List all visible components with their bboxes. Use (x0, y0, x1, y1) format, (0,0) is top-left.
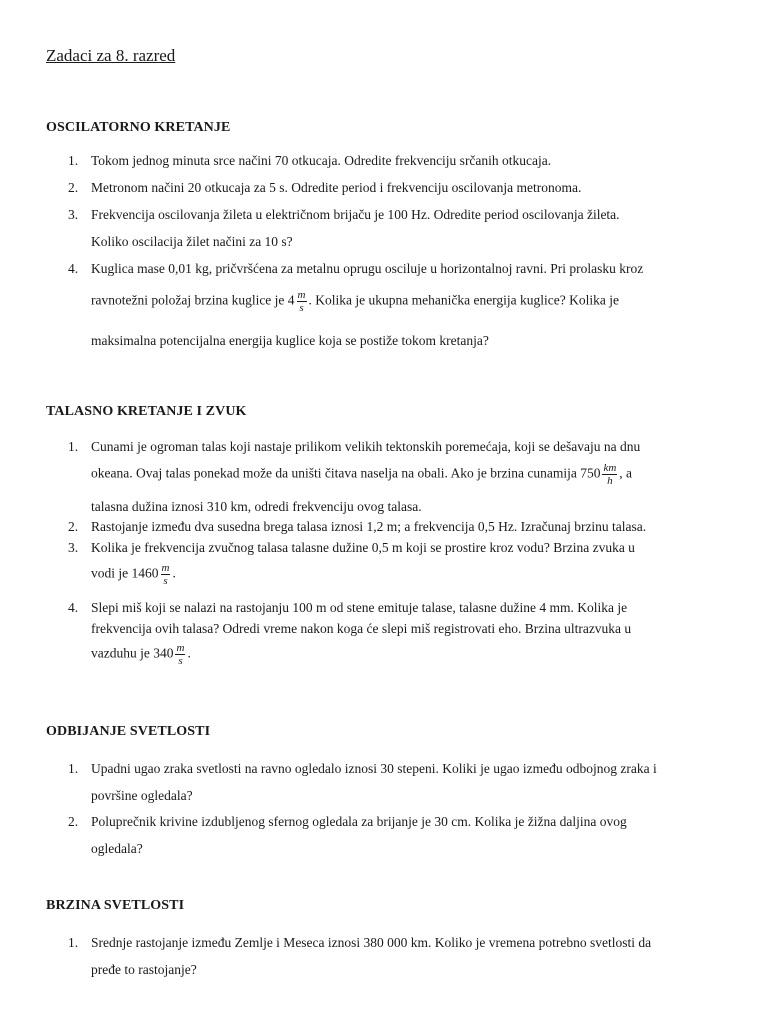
problem-text-line: Koliko oscilacija žilet načini za 10 s? (91, 234, 293, 249)
problem-text-line: Tokom jednog minuta srce načini 70 otkucaja. Odredite frekvenciju srčanih otkucaja. (91, 153, 552, 168)
fraction-numerator: m (161, 562, 170, 574)
problem-text-line: Kuglica mase 0,01 kg, pričvršćena za metalnu oprugu osciluje u horizontalnoj ravni. Pri prolasku kroz (91, 261, 644, 276)
problem-number: 1. (68, 935, 79, 950)
problem-number: 4. (68, 261, 79, 276)
problem-text-line: Rastojanje između dva susedna brega talasa iznosi 1,2 m; a frekvencija 0,5 Hz. Izračunaj brzinu talasa. (91, 519, 647, 534)
unit-fraction (161, 562, 171, 587)
problem-text-line: talasna dužina iznosi 310 km, odredi frekvenciju ovog talasa. (91, 499, 422, 514)
problem-number: 2. (68, 519, 79, 534)
document-title: Zadaci za 8. razred (46, 46, 176, 65)
problem-text-line: Srednje rastojanje između Zemlje i Meseca iznosi 380 000 km. Koliko je vremena potrebno svetlosti da (91, 935, 652, 950)
fraction-numerator: m (176, 642, 185, 654)
problem-text-line (91, 562, 176, 587)
section-heading: OSCILATORNO KRETANJE (46, 120, 231, 135)
line-text: ravnotežni položaj brzina kuglice je 4 (91, 292, 295, 308)
problem-number: 2. (68, 814, 79, 829)
problem-text-line: maksimalna potencijalna energija kuglice koja se postiže tokom kretanja? (91, 333, 489, 348)
unit-fraction (602, 462, 617, 487)
line-text: . (172, 565, 176, 581)
fraction-denominator: s (178, 655, 183, 667)
section-heading: TALASNO KRETANJE I ZVUK (46, 404, 247, 419)
problem-number: 3. (68, 540, 79, 555)
problem-number: 3. (68, 207, 79, 222)
unit-fraction (175, 642, 185, 667)
problem-number: 1. (68, 153, 79, 168)
problem-text-line: Cunami je ogroman talas koji nastaje prilikom velikih tektonskih poremećaja, koji se dešavaju na dnu (91, 439, 641, 454)
problem-text-line (91, 642, 191, 667)
problem-text-line: frekvencija ovih talasa? Odredi vreme nakon koga će slepi miš registrovati eho. Brzina ultrazvuka u (91, 621, 632, 636)
line-text: vazduhu je 340 (91, 645, 174, 661)
fraction-denominator: s (299, 302, 304, 314)
problem-text-line: ogledala? (91, 841, 143, 856)
problem-text-line: Slepi miš koji se nalazi na rastojanju 100 m od stene emituje talase, talasne dužine 4 mm. Kolika je (91, 600, 628, 615)
fraction-denominator: s (163, 575, 168, 587)
fraction-numerator: km (603, 462, 617, 474)
line-text: . (187, 645, 191, 661)
problem-number: 2. (68, 180, 79, 195)
line-text: vodi je 1460 (91, 565, 159, 581)
problem-text-line: Poluprečnik krivine izdubljenog sfernog ogledala za brijanje je 30 cm. Kolika je žižna daljina ovog (91, 814, 627, 829)
problem-text-line: pređe to rastojanje? (91, 962, 197, 977)
problem-number: 1. (68, 439, 79, 454)
problem-text-line (91, 462, 632, 487)
fraction-denominator: h (607, 475, 613, 487)
problem-text-line: Upadni ugao zraka svetlosti na ravno ogledalo iznosi 30 stepeni. Koliki je ugao između odbojnog zraka i (91, 761, 657, 776)
line-text: , a (619, 465, 633, 481)
problem-text-line: Metronom načini 20 otkucaja za 5 s. Odredite period i frekvenciju oscilovanja metronoma. (91, 180, 582, 195)
section-heading: ODBIJANJE SVETLOSTI (46, 724, 211, 739)
line-text: . Kolika je ukupna mehanička energija kuglice? Kolika je (308, 292, 620, 308)
fraction-numerator: m (297, 289, 306, 301)
line-text: okeana. Ovaj talas ponekad može da uništi čitava naselja na obali. Ako je brzina cunamija 750 (91, 465, 601, 481)
problem-text-line (91, 289, 619, 314)
problem-text-line: Frekvencija oscilovanja žileta u električnom brijaču je 100 Hz. Odredite period oscilovanja žileta. (91, 207, 620, 222)
problem-number: 1. (68, 761, 79, 776)
problem-text-line: površine ogledala? (91, 788, 193, 803)
problem-text-line: Kolika je frekvencija zvučnog talasa talasne dužine 0,5 m koji se prostire kroz vodu? Brzina zvuka u (91, 540, 635, 555)
problem-number: 4. (68, 600, 79, 615)
unit-fraction (297, 289, 307, 314)
section-heading: BRZINA SVETLOSTI (46, 898, 185, 913)
